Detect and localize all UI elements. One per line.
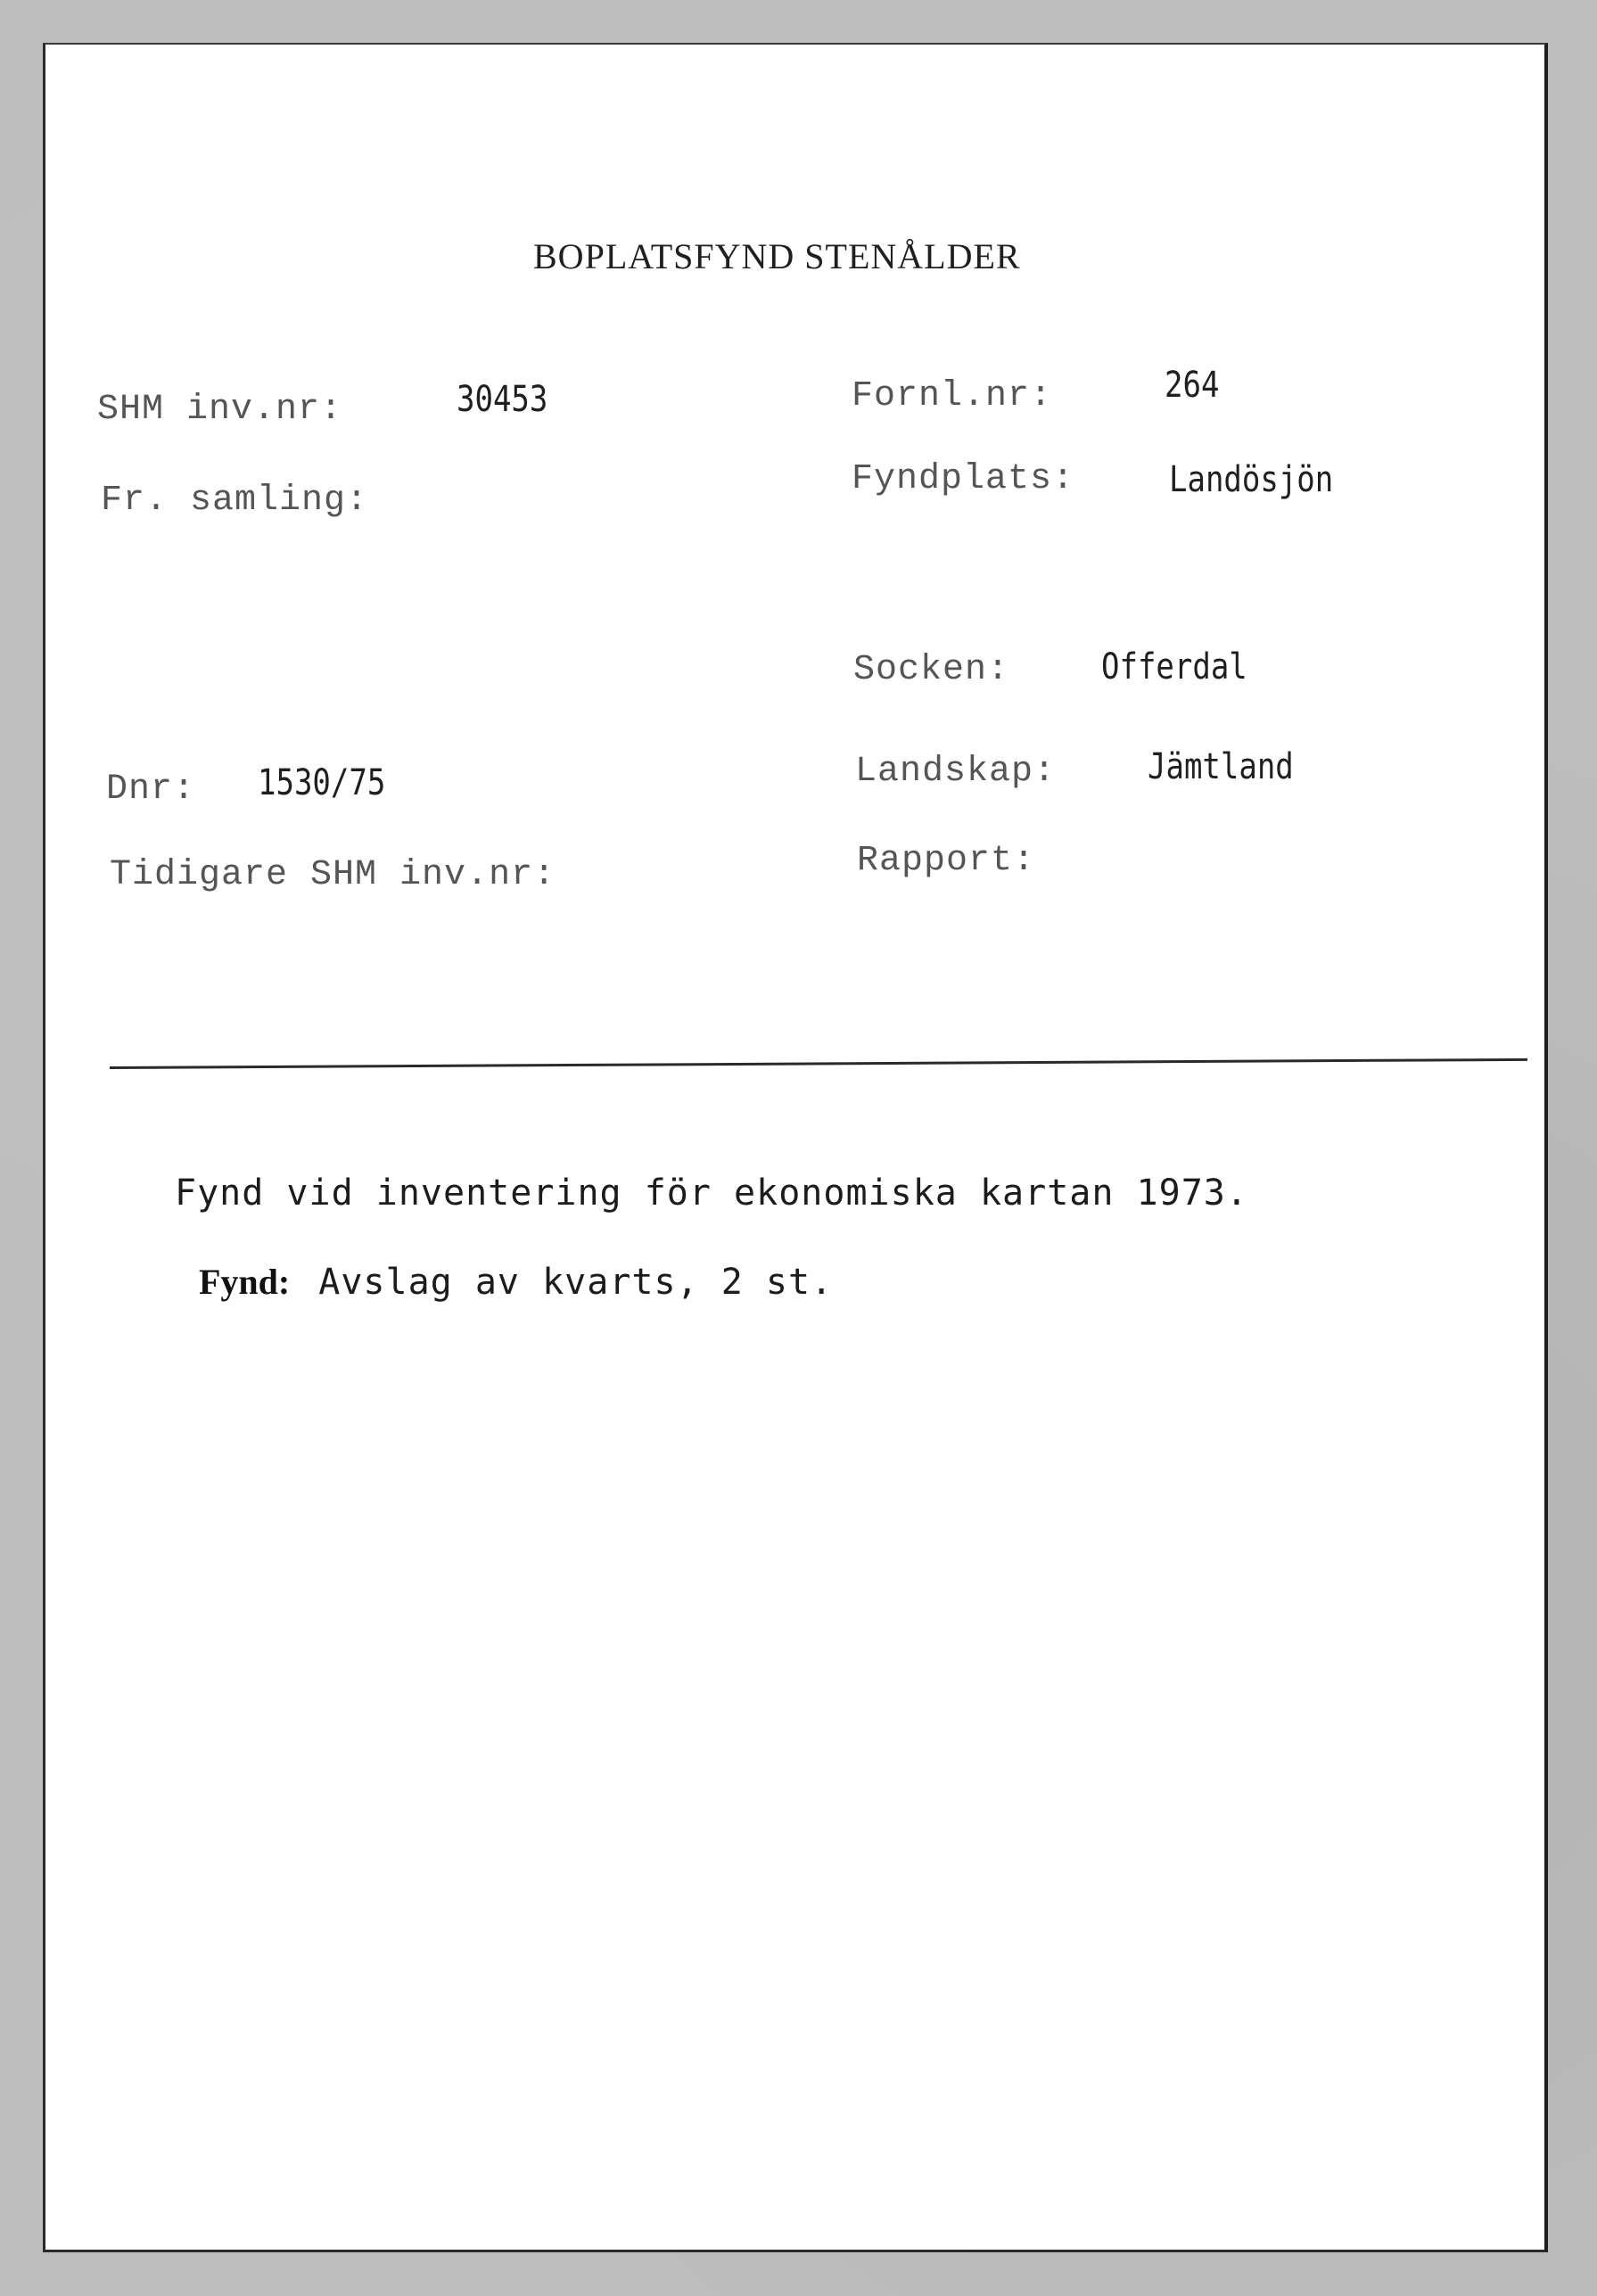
fornl-nr-value: 264 [1165,365,1220,406]
socken-value: Offerdal [1101,646,1247,687]
fynd-text: Avslag av kvarts, 2 st. [318,1262,834,1303]
dnr-value: 1530/75 [258,762,386,803]
dnr-label: Dnr: [106,769,196,810]
fynd-line [199,1264,833,1304]
shm-inv-nr-value: 30453 [457,379,548,420]
fyndplats-value: Landösjön [1169,459,1334,500]
fyndplats-label: Fyndplats: [852,459,1075,499]
fornl-nr-label: Fornl.nr: [852,376,1053,416]
shm-inv-nr-label: SHM inv.nr: [97,390,343,430]
tidigare-shm-inv-nr-label: Tidigare SHM inv.nr: [110,855,556,895]
card-title: BOPLATSFYND STENÅLDER [533,236,1021,276]
fr-samling-label: Fr. samling: [101,481,369,521]
note-line: Fynd vid inventering för ekonomiska kartan 1973. [175,1173,1248,1214]
landskap-label: Landskap: [855,752,1057,792]
fynd-label: Fynd: [199,1262,291,1302]
socken-label: Socken: [853,650,1010,690]
catalog-card [43,43,1548,2252]
landskap-value: Jämtland [1148,746,1294,787]
rapport-label: Rapport: [857,841,1036,881]
